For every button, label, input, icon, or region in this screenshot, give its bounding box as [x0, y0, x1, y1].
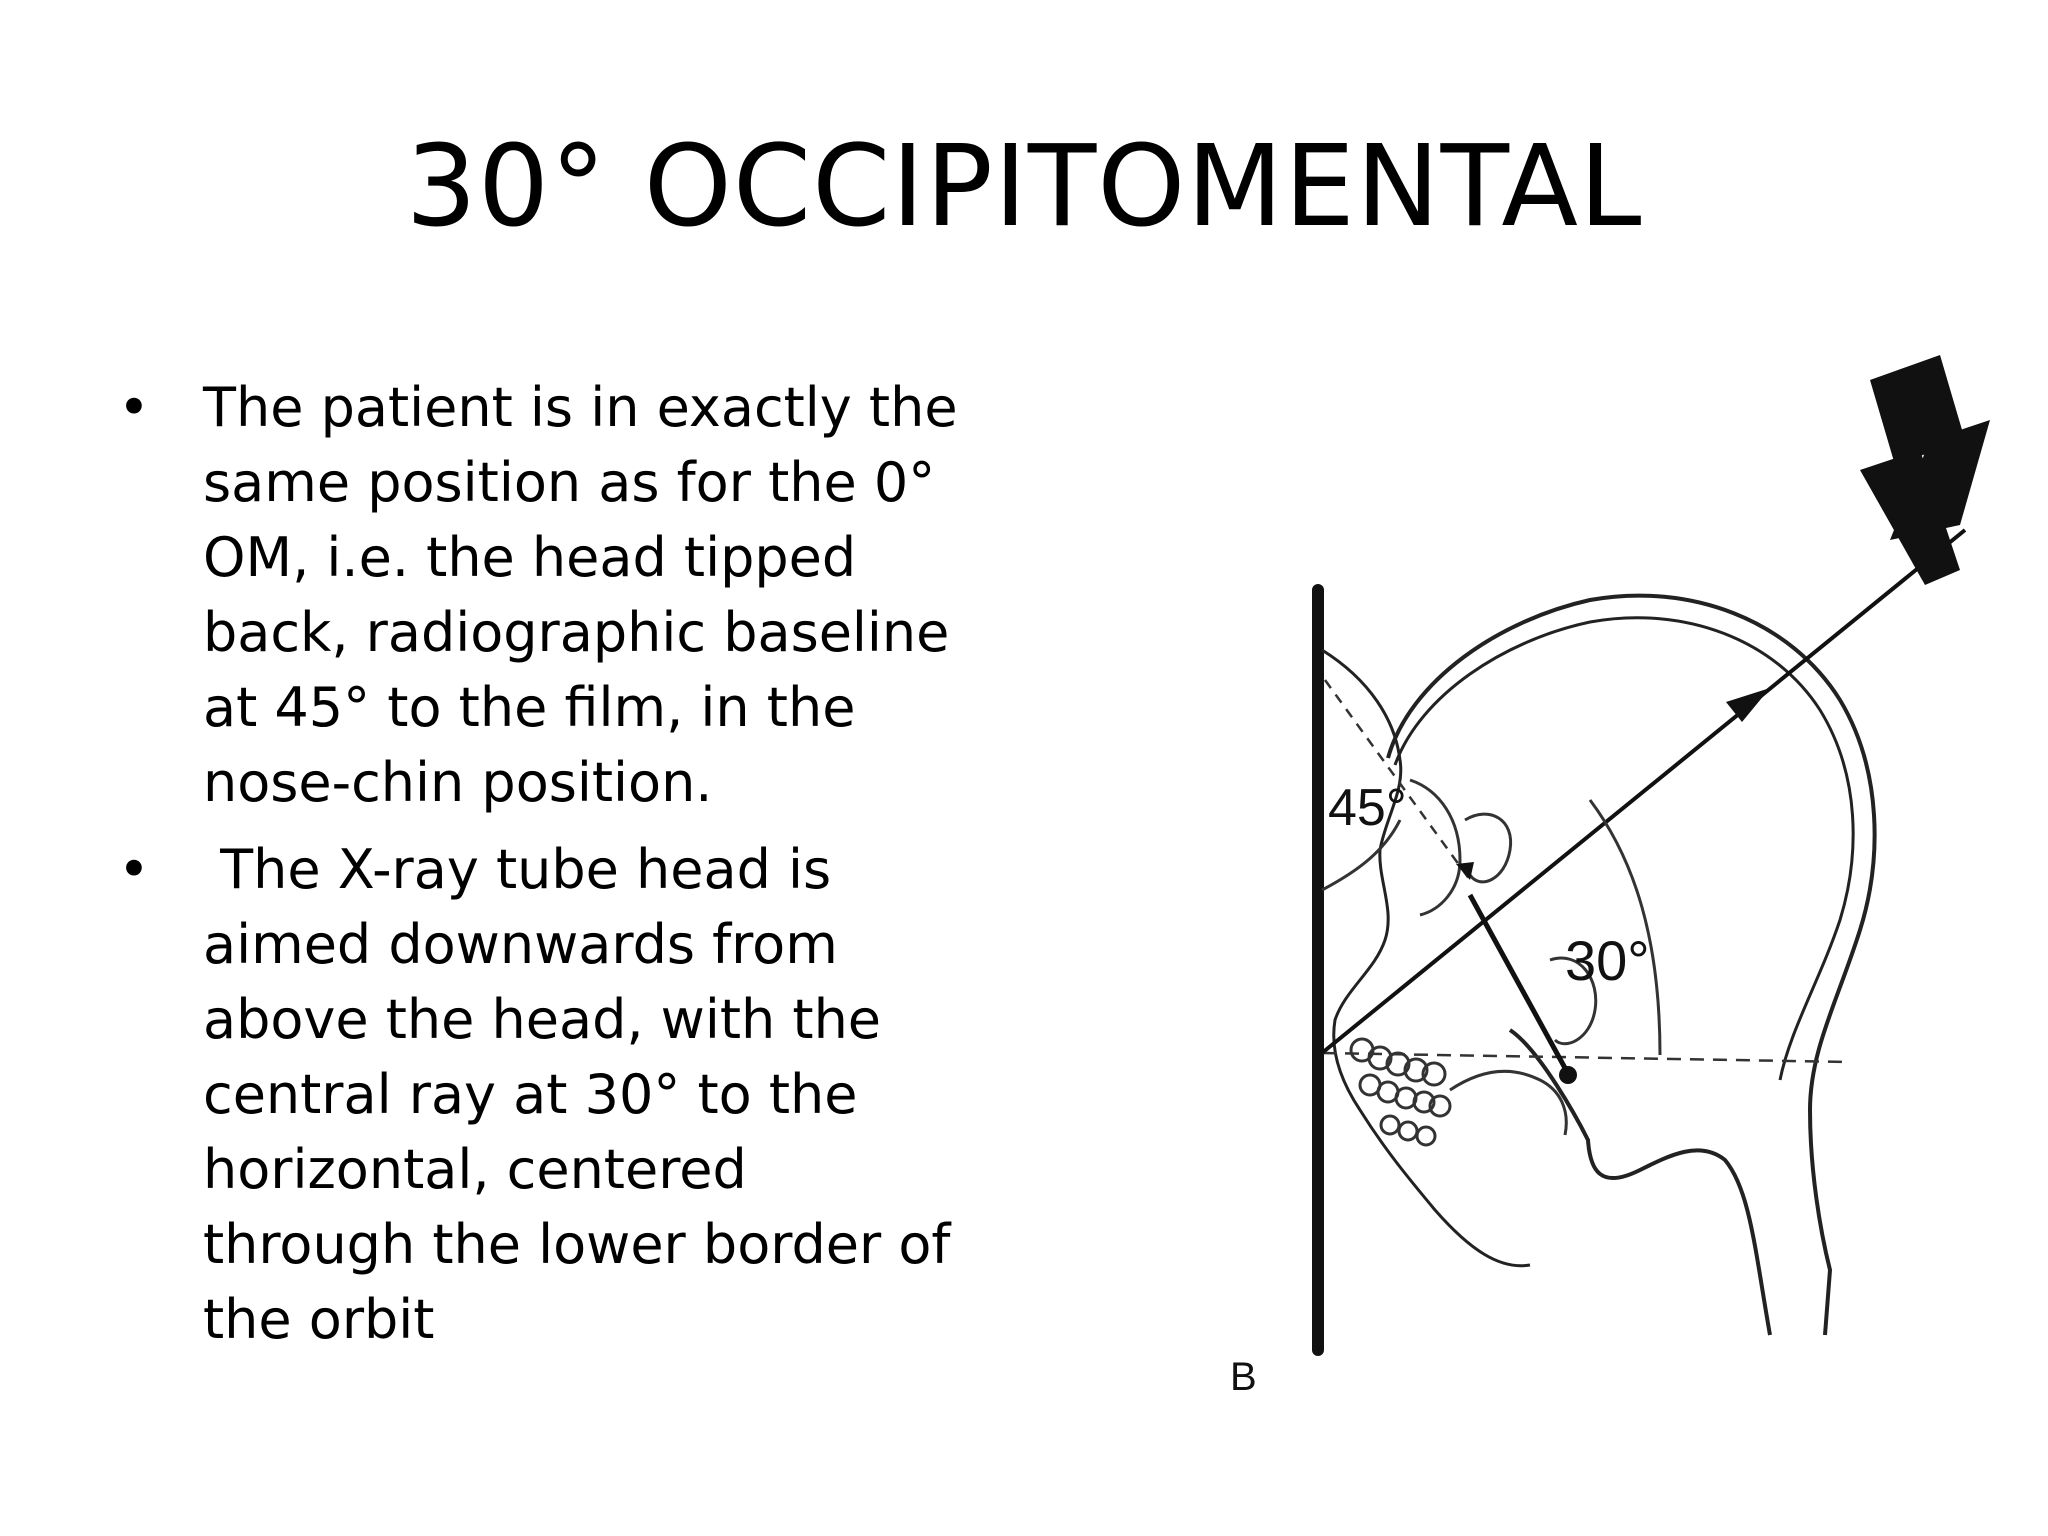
angle-label-45: 45° — [1328, 779, 1407, 837]
bullet-marker: • — [118, 376, 150, 439]
figure-label: B — [1230, 1355, 1257, 1399]
bullet-text-line: central ray at 30° to the — [203, 1063, 858, 1126]
xray-tube-icon — [1860, 355, 1990, 585]
bullet-text-line: The X-ray tube head is — [203, 838, 832, 901]
bullet-item-tube-head — [118, 832, 1018, 1357]
nasal-outline — [1410, 780, 1460, 915]
bullet-text-line: back, radiographic baseline — [203, 601, 950, 664]
occipitomental-diagram — [1170, 350, 2000, 1430]
bullet-text-line: through the lower border of — [203, 1213, 951, 1276]
bullet-text-line: same position as for the 0° — [203, 451, 936, 514]
bullet-text-line: aimed downwards from — [203, 913, 838, 976]
bullet-text-line: OM, i.e. the head tipped — [203, 526, 857, 589]
skull-inner-outline — [1395, 618, 1853, 1080]
bullet-text-line: above the head, with the — [203, 988, 882, 1051]
bullet-text-line: nose-chin position. — [203, 751, 713, 814]
orbit-outline — [1465, 814, 1511, 882]
bullet-text-line: at 45° to the film, in the — [203, 676, 856, 739]
slide-title: 30° OCCIPITOMENTAL — [405, 122, 1643, 252]
bullet-item-patient-position — [118, 370, 1018, 820]
horizontal-reference-line — [1322, 1053, 1850, 1062]
orbit-point — [1559, 1066, 1577, 1084]
angle-arc-30 — [1590, 800, 1660, 1055]
bullet-list — [118, 370, 1018, 1369]
orbitomeatal-line — [1470, 895, 1565, 1068]
face-outline — [1322, 650, 1530, 1266]
bullet-text-line: The patient is in exactly the — [203, 376, 958, 439]
bullet-marker: • — [118, 838, 150, 901]
angle-label-30: 30° — [1565, 929, 1650, 992]
bullet-text-line: the orbit — [203, 1288, 435, 1351]
bullet-text-line: horizontal, centered — [203, 1138, 747, 1201]
mandible-outline — [1450, 1071, 1566, 1135]
